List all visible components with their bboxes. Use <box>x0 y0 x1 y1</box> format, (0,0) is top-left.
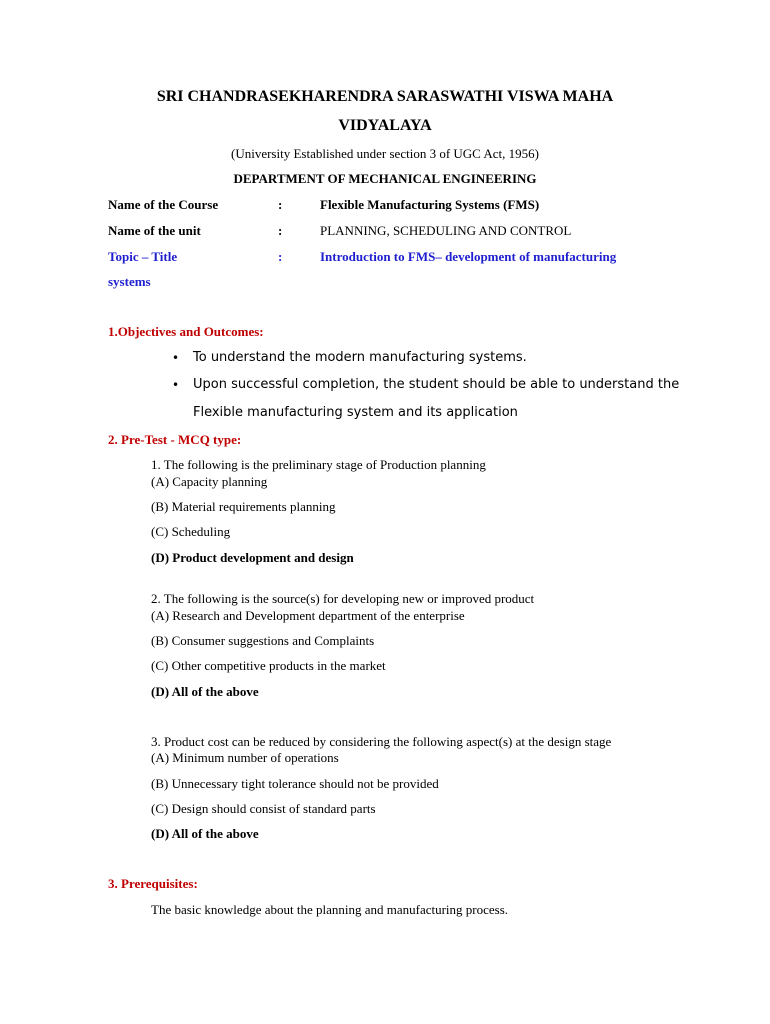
q1-answer: (D) Product development and design <box>151 550 354 565</box>
course-label: Name of the Course <box>108 197 219 212</box>
topic-value-continued: systems <box>108 274 151 289</box>
university-title-line2: VIDYALAYA <box>338 117 432 134</box>
prerequisites-heading: 3. Prerequisites: <box>108 876 198 891</box>
unit-value: PLANNING, SCHEDULING AND CONTROL <box>320 223 572 238</box>
bullet-icon: • <box>172 351 180 365</box>
q3-option-a: (A) Minimum number of operations <box>151 750 339 765</box>
q2-option-b: (B) Consumer suggestions and Complaints <box>151 633 375 648</box>
department-title: DEPARTMENT OF MECHANICAL ENGINEERING <box>233 171 537 186</box>
q2-option-c: (C) Other competitive products in the market <box>151 658 386 673</box>
prerequisites-text: The basic knowledge about the planning and manufacturing process. <box>151 902 509 917</box>
university-title-line1: SRI CHANDRASEKHARENDRA SARASWATHI VISWA MAHA <box>156 88 614 105</box>
q2-answer: (D) All of the above <box>151 684 259 699</box>
course-value: Flexible Manufacturing Systems (FMS) <box>320 197 540 212</box>
q1-option-a: (A) Capacity planning <box>151 474 268 489</box>
pretest-heading: 2. Pre-Test - MCQ type: <box>108 432 242 447</box>
q2-option-a: (A) Research and Development department of the enterprise <box>151 608 465 623</box>
topic-label: Topic – Title <box>108 249 178 264</box>
topic-value: Introduction to FMS– development of manufacturing <box>320 249 617 264</box>
question-3: 3. Product cost can be reduced by considering the following aspect(s) at the design stage <box>151 734 612 749</box>
establishment-note: (University Established under section 3 of UGC Act, 1956) <box>231 146 539 161</box>
topic-colon: : <box>278 249 283 264</box>
unit-label: Name of the unit <box>108 223 201 238</box>
objective-item-2-continued: Flexible manufacturing system and its application <box>193 405 518 420</box>
q3-answer: (D) All of the above <box>151 826 259 841</box>
objective-item-2: Upon successful completion, the student should be able to understand the <box>193 377 680 392</box>
objective-item-1: To understand the modern manufacturing systems. <box>193 350 527 365</box>
question-1: 1. The following is the preliminary stage of Production planning <box>151 457 486 472</box>
course-colon: : <box>278 197 283 212</box>
question-2: 2. The following is the source(s) for developing new or improved product <box>151 591 535 606</box>
q1-option-c: (C) Scheduling <box>151 524 231 539</box>
q3-option-b: (B) Unnecessary tight tolerance should not be provided <box>151 776 439 791</box>
q3-option-c: (C) Design should consist of standard parts <box>151 801 376 816</box>
unit-colon: : <box>278 223 283 238</box>
bullet-icon: • <box>172 378 180 392</box>
q1-option-b: (B) Material requirements planning <box>151 499 336 514</box>
objectives-heading: 1.Objectives and Outcomes: <box>108 324 264 339</box>
